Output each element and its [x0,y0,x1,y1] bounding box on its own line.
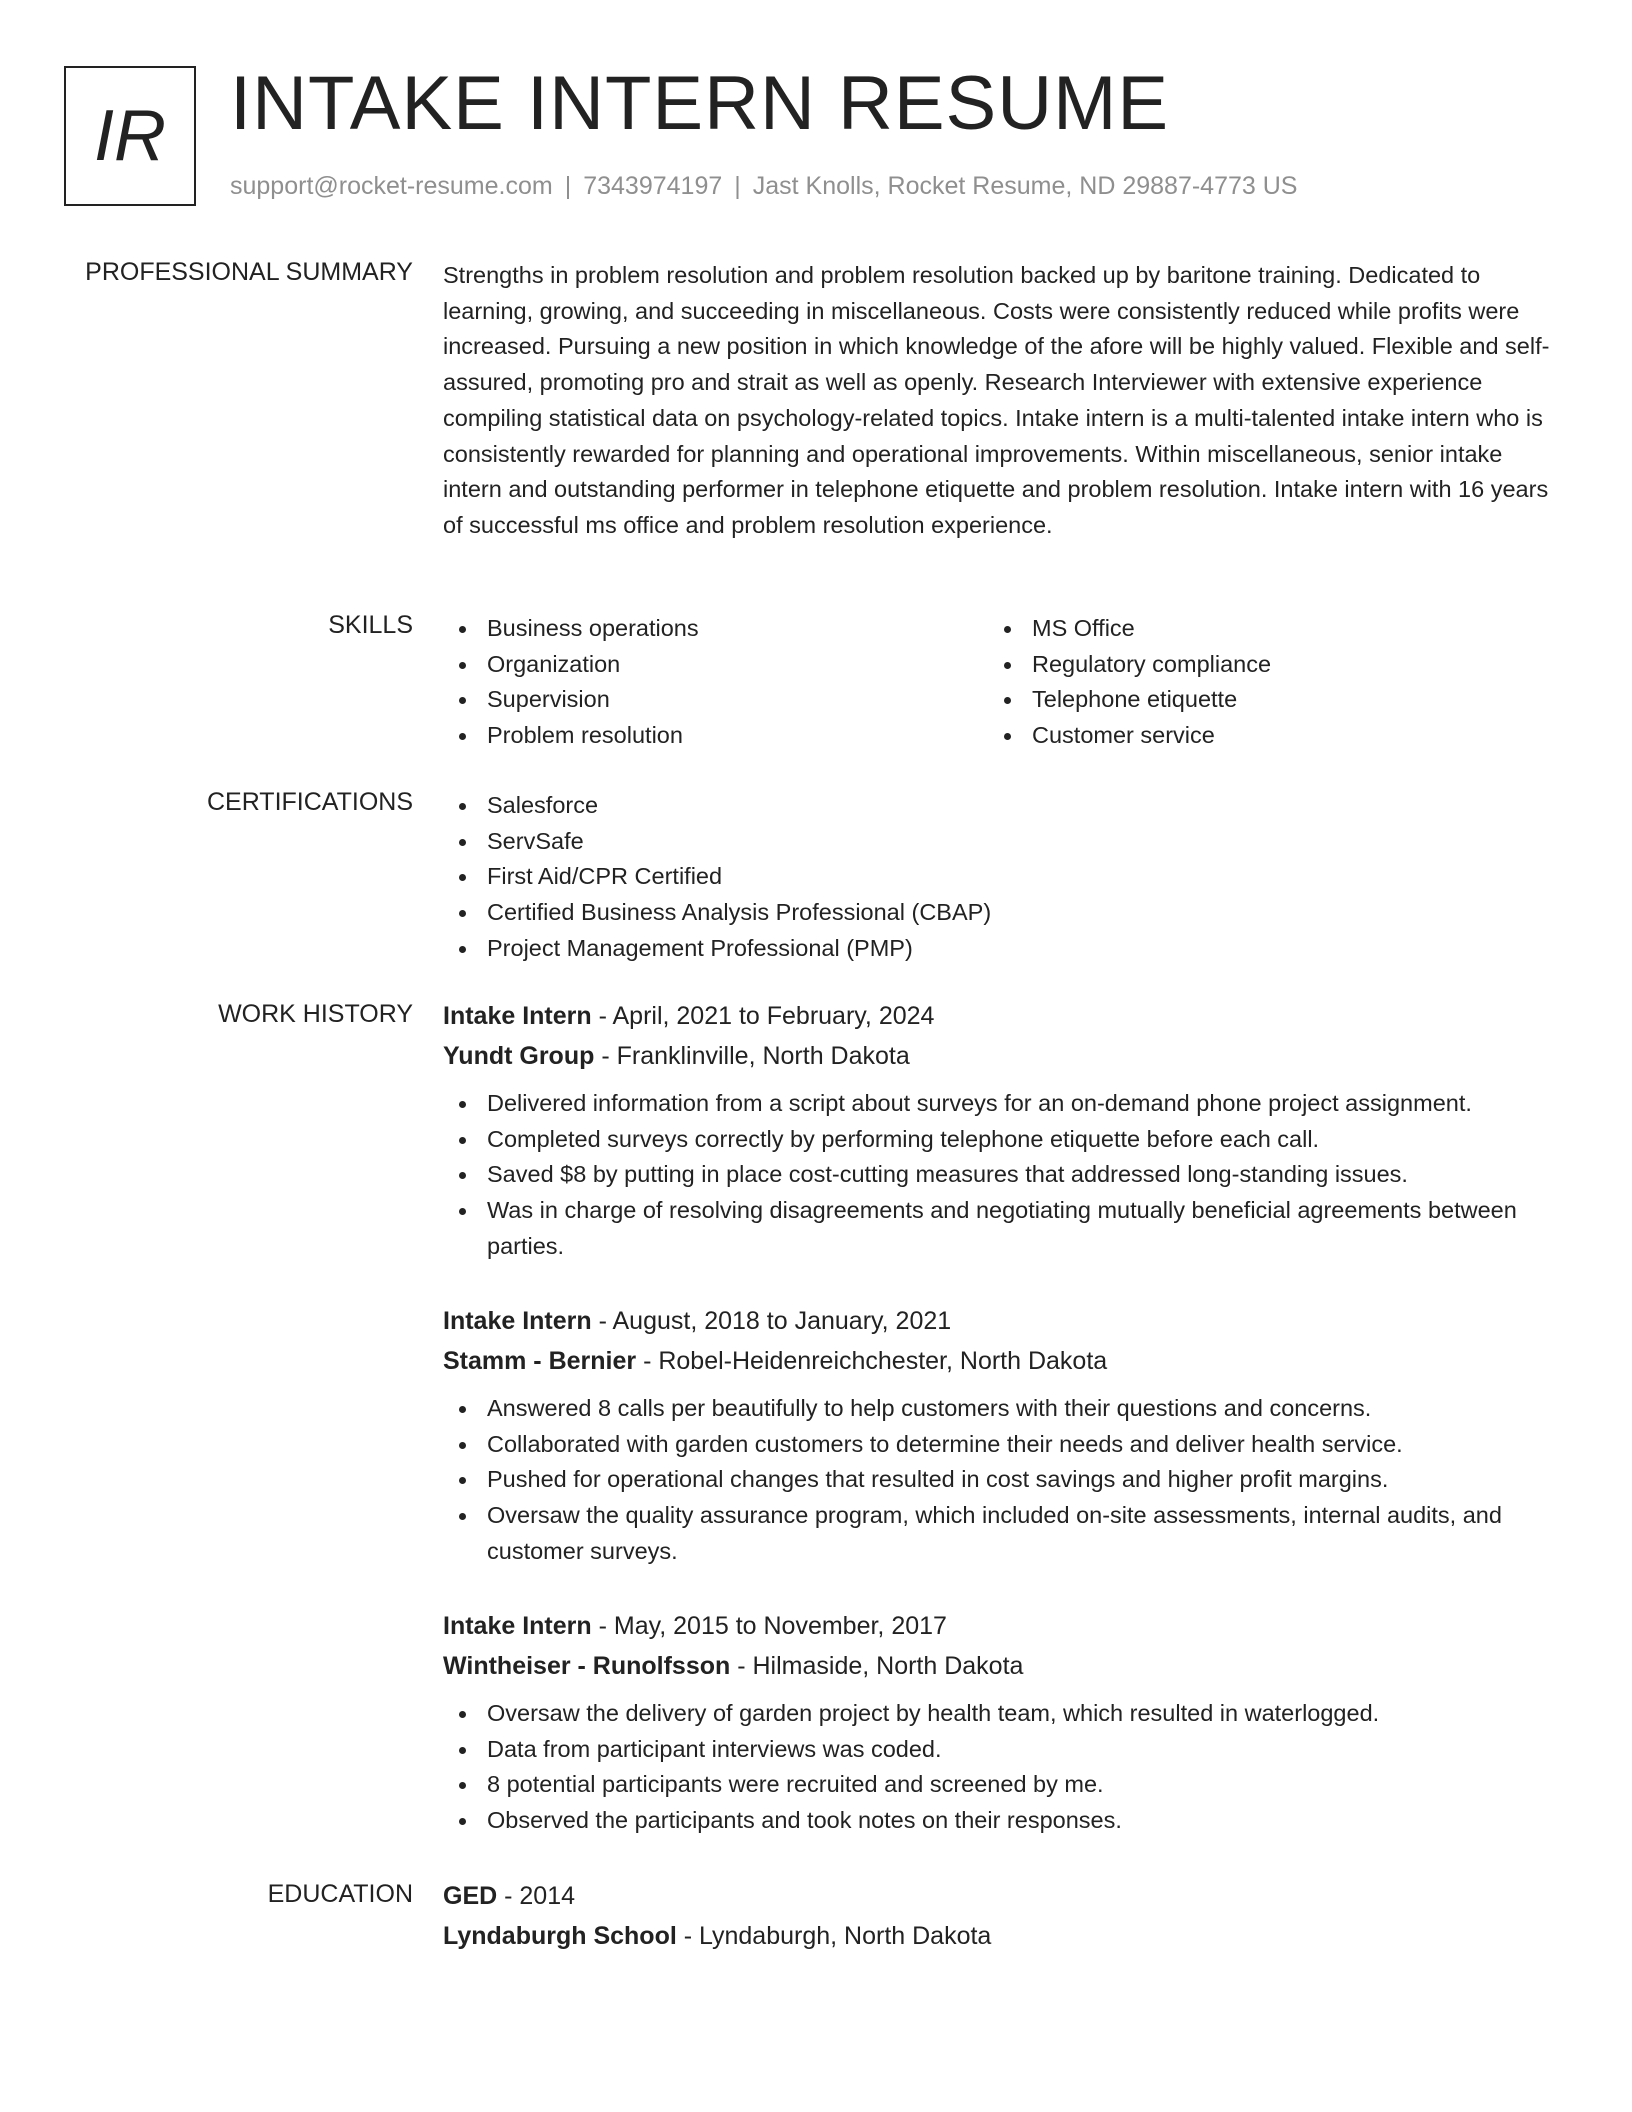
skill-item: Organization [443,647,988,683]
skill-item: Customer service [988,718,1533,754]
education-year: - 2014 [497,1882,576,1910]
skills-list-right [988,611,1533,754]
job-bullet: Data from participant interviews was coded. [443,1732,1553,1768]
job-bullet: Oversaw the quality assurance program, which included on-site assessments, internal audits, and customer surveys. [443,1498,1553,1569]
job-location: - Franklinville, North Dakota [594,1042,910,1070]
monogram-logo: IR [64,66,196,206]
certification-item: Certified Business Analysis Professional (CBAP) [443,895,1553,931]
job-bullet: Oversaw the delivery of garden project by health team, which resulted in waterlogged. [443,1696,1553,1732]
job-company-line [443,1646,1553,1686]
education-body [443,1876,1553,1956]
job-bullet: Was in charge of resolving disagreements and negotiating mutually beneficial agreements between parties. [443,1193,1553,1264]
contact-phone: 7343974197 [583,172,723,200]
contact-line [230,172,1297,201]
job-location: - Robel-Heidenreichchester, North Dakota [636,1347,1108,1375]
skills-label: SKILLS [328,611,413,639]
job-location: - Hilmaside, North Dakota [730,1652,1024,1680]
skill-item: Regulatory compliance [988,647,1533,683]
certification-item: ServSafe [443,824,1553,860]
work-history-label: WORK HISTORY [218,1000,413,1028]
education-degree-line [443,1876,1553,1916]
certification-item: First Aid/CPR Certified [443,859,1553,895]
resume-header [64,61,1568,214]
skill-item: MS Office [988,611,1533,647]
education-location: - Lyndaburgh, North Dakota [676,1922,992,1950]
job-bullets [443,1391,1553,1570]
skills-body [443,611,1553,754]
job-bullet: Collaborated with garden customers to determine their needs and deliver health service. [443,1427,1553,1463]
job-title: Intake Intern [443,1612,592,1640]
job-bullet: Pushed for operational changes that resulted in cost savings and higher profit margins. [443,1462,1553,1498]
education-school: Lyndaburgh School [443,1922,677,1950]
job-bullet: Observed the participants and took notes on their responses. [443,1803,1553,1839]
job-company-line [443,1341,1553,1381]
skill-item: Problem resolution [443,718,988,754]
job-bullets [443,1696,1553,1839]
job-dates: - August, 2018 to January, 2021 [591,1307,952,1335]
certifications-list [443,788,1553,967]
certifications-body [443,788,1553,967]
job-dates: - May, 2015 to November, 2017 [591,1612,947,1640]
certifications-label: CERTIFICATIONS [206,788,413,816]
job-bullet: 8 potential participants were recruited and screened by me. [443,1767,1553,1803]
certification-item: Project Management Professional (PMP) [443,931,1553,967]
job-company: Yundt Group [443,1042,595,1070]
job-title-line [443,1301,1553,1341]
contact-email: support@rocket-resume.com [230,172,553,200]
skill-item: Supervision [443,682,988,718]
contact-address: Jast Knolls, Rocket Resume, ND 29887-4773 US [752,172,1298,200]
job-bullet: Answered 8 calls per beautifully to help customers with their questions and concerns. [443,1391,1553,1427]
education-degree: GED [443,1882,498,1910]
job-bullet: Delivered information from a script about surveys for an on-demand phone project assignment. [443,1086,1553,1122]
job-bullet: Completed surveys correctly by performing telephone etiquette before each call. [443,1122,1553,1158]
certification-item: Salesforce [443,788,1553,824]
summary-label: PROFESSIONAL SUMMARY [85,258,413,286]
job-title-line [443,996,1553,1036]
job-bullets [443,1086,1553,1265]
job-entry [443,1301,1553,1570]
job-entry [443,996,1553,1265]
contact-separator: | [564,172,572,200]
skill-item: Telephone etiquette [988,682,1533,718]
job-bullet: Saved $8 by putting in place cost-cutting measures that addressed long-standing issues. [443,1157,1553,1193]
job-title: Intake Intern [443,1307,592,1335]
summary-text: Strengths in problem resolution and problem resolution backed up by baritone training. Dedicated to learning, growing, and succeeding in miscellaneous. Costs were consistently reduced while profits were increased. Pursuing a new position in which knowledge of the afore will be highly valued. Flexible and self-assured, promoting pro and strait as well as openly. Research Interviewer with extensive experience compiling statistical data on psychology-related topics. Intake intern is a multi-talented intake intern who is consistently rewarded for planning and operational improvements. Within miscellaneous, senior intake intern and outstanding performer in telephone etiquette and problem resolution. Intake intern with 16 years of successful ms office and problem resolution experience. [443,262,1550,538]
job-dates: - April, 2021 to February, 2024 [591,1002,935,1030]
skills-list-left [443,611,988,754]
job-company: Wintheiser - Runolfsson [443,1652,731,1680]
education-school-line [443,1916,1553,1956]
job-company: Stamm - Bernier [443,1347,637,1375]
skill-item: Business operations [443,611,988,647]
job-company-line [443,1036,1553,1076]
job-entry [443,1606,1553,1839]
job-title: Intake Intern [443,1002,592,1030]
education-label: EDUCATION [267,1880,413,1908]
contact-separator: | [734,172,741,200]
job-title-line [443,1606,1553,1646]
page-title: INTAKE INTERN RESUME [230,61,1170,146]
